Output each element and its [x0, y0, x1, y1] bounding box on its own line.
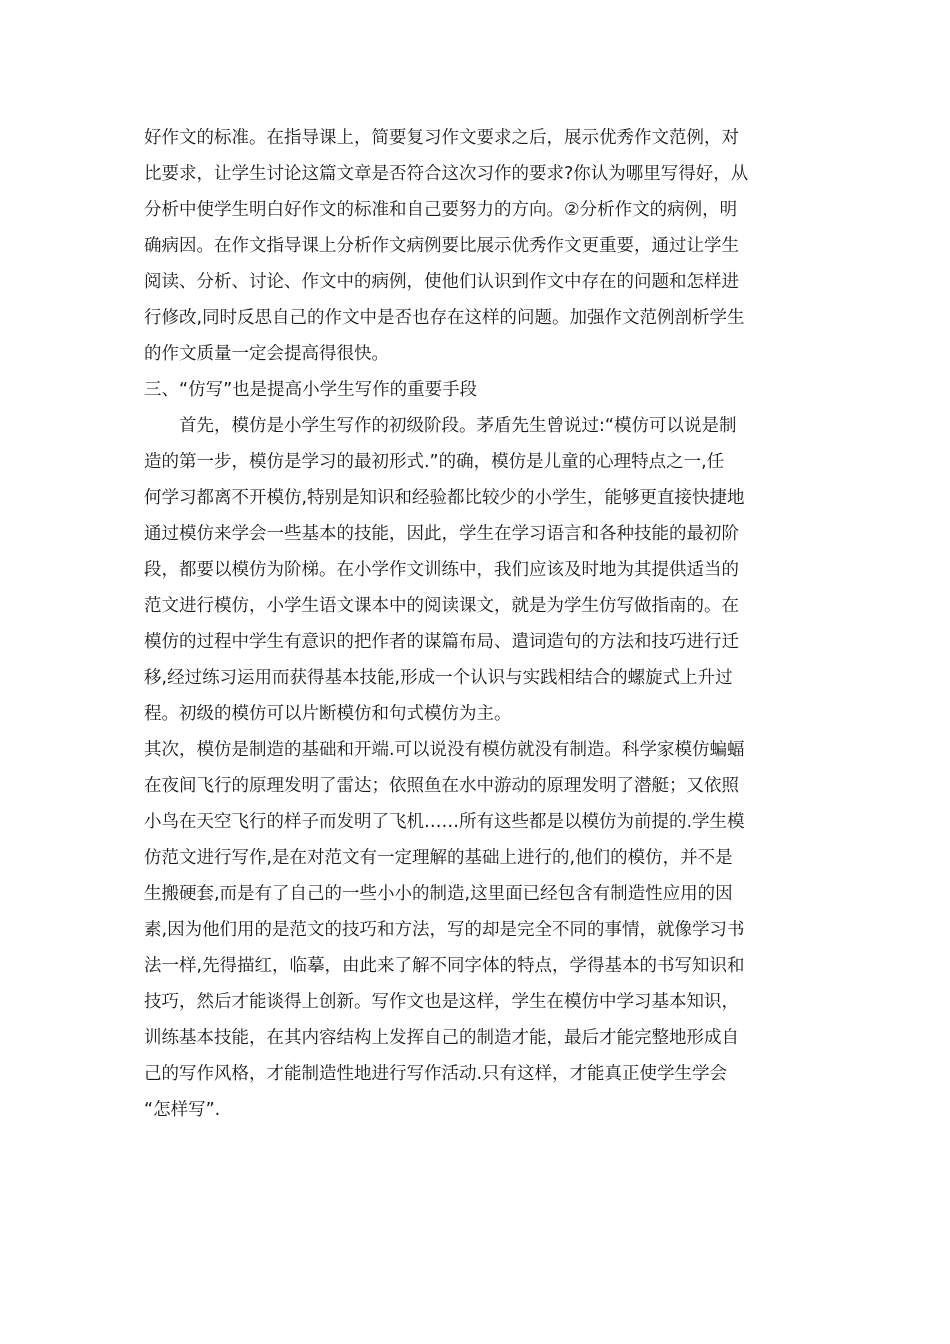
text-line: 的作文质量一定会提高得很快。 [144, 344, 389, 364]
text-line: 比要求，让学生讨论这篇文章是否符合这次习作的要求?你认为哪里写得好，从 [144, 164, 749, 184]
text-line: 何学习都离不开模仿,特别是知识和经验都比较少的小学生，能够更直接快捷地 [144, 488, 745, 508]
text-line: 模仿的过程中学生有意识的把作者的谋篇布局、遣词造句的方法和技巧进行迁 [144, 632, 739, 652]
text-line: 造的第一步，模仿是学习的最初形式.”的确，模仿是儿童的心理特点之一,任 [144, 452, 725, 472]
text-line: 训练基本技能，在其内容结构上发挥自己的制造才能，最后才能完整地形成自 [144, 1028, 739, 1048]
text-line: 生搬硬套,而是有了自己的一些小小的制造,这里面已经包含有制造性应用的因 [144, 884, 733, 904]
text-line: 行修改,同时反思自己的作文中是否也存在这样的问题。加强作文范例剖析学生 [144, 308, 745, 328]
text-line: “怎样写”. [144, 1100, 221, 1120]
text-line: 阅读、分析、讨论、作文中的病例，使他们认识到作文中存在的问题和怎样进 [144, 272, 739, 292]
text-line: 范文进行模仿，小学生语文课本中的阅读课文，就是为学生仿写做指南的。在 [144, 596, 739, 616]
text-line: 法一样,先得描红，临摹，由此来了解不同字体的特点，学得基本的书写知识和 [144, 956, 745, 976]
text-line: 首先，模仿是小学生写作的初级阶段。茅盾先生曾说过:“模仿可以说是制 [144, 416, 737, 436]
text-line: 在夜间飞行的原理发明了雷达；依照鱼在水中游动的原理发明了潜艇；又依照 [144, 776, 739, 796]
text-line: 素,因为他们用的是范文的技巧和方法，写的却是完全不同的事情，就像学习书 [144, 920, 745, 940]
text-line: 移,经过练习运用而获得基本技能,形成一个认识与实践相结合的螺旋式上升过 [144, 668, 733, 688]
body-text [144, 120, 824, 1128]
text-line: 确病因。在作文指导课上分析作文病例要比展示优秀作文更重要，通过让学生 [144, 236, 739, 256]
text-line: 技巧，然后才能谈得上创新。写作文也是这样，学生在模仿中学习基本知识， [144, 992, 739, 1012]
section-heading: 三、“仿写”也是提高小学生写作的重要手段 [144, 380, 478, 400]
text-line: 好作文的标准。在指导课上，简要复习作文要求之后，展示优秀作文范例，对 [144, 128, 739, 148]
text-line: 小鸟在天空飞行的样子而发明了飞机……所有这些都是以模仿为前提的.学生模 [144, 812, 745, 832]
text-line: 段，都要以模仿为阶梯。在小学作文训练中，我们应该及时地为其提供适当的 [144, 560, 739, 580]
text-line: 仿范文进行写作,是在对范文有一定理解的基础上进行的,他们的模仿，并不是 [144, 848, 733, 868]
text-line: 程。初级的模仿可以片断模仿和句式模仿为主。 [144, 704, 512, 724]
text-line: 通过模仿来学会一些基本的技能，因此，学生在学习语言和各种技能的最初阶 [144, 524, 739, 544]
text-line: 分析中使学生明白好作文的标准和自己要努力的方向。②分析作文的病例，明 [144, 200, 738, 220]
text-line: 其次，模仿是制造的基础和开端.可以说没有模仿就没有制造。科学家模仿蝙蝠 [144, 740, 745, 760]
text-line: 己的写作风格，才能制造性地进行写作活动.只有这样，才能真正使学生学会 [144, 1064, 728, 1084]
